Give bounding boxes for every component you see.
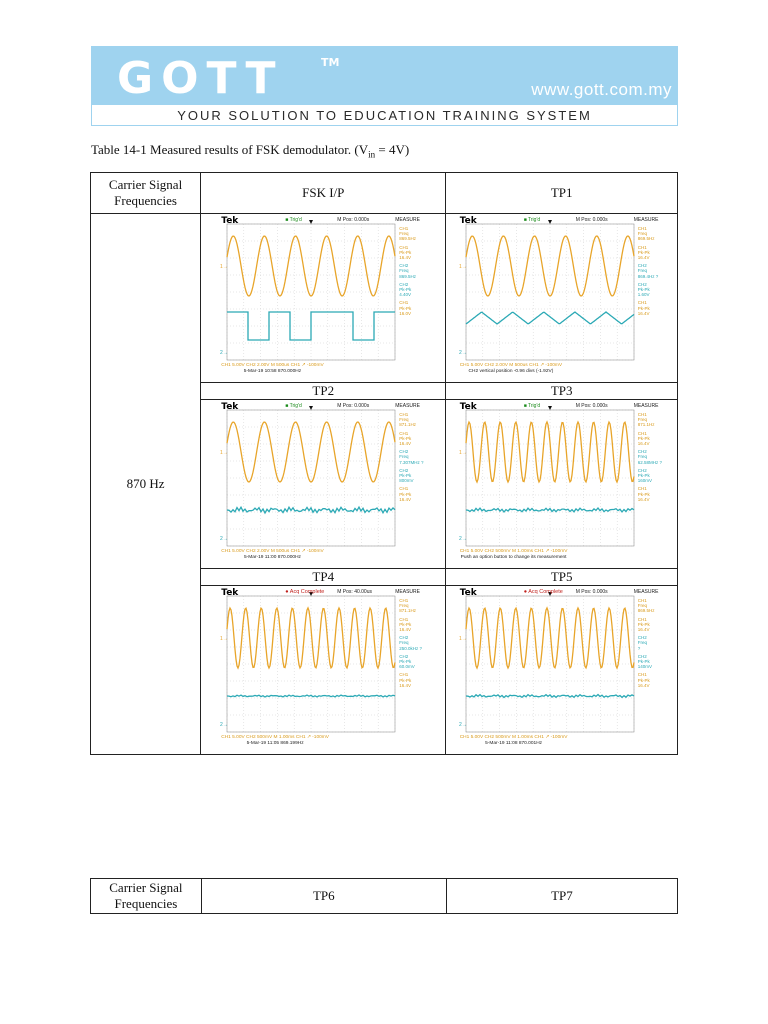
trigger-position-marker: [548, 406, 552, 410]
measurement-line: Pk-Pk: [637, 249, 650, 255]
scope-status-line: 5-Mar-19 11:05 869.199Hz: [246, 741, 304, 746]
scope-status-line: 5-Mar-19 10:58 870.000Hz: [243, 369, 302, 374]
measurement-line: CH1: [399, 616, 409, 622]
ch1-marker: 1→: [220, 636, 229, 642]
measurement-line: 60.0mV: [399, 664, 415, 670]
ch2-marker: 2→: [458, 722, 467, 728]
channel-settings: CH1 5.00V CH2 500mV M 1.00ms CH1 ↗ -100mV: [459, 549, 568, 554]
measurement-item: [399, 672, 427, 688]
measurement-line: 16.4V: [399, 496, 412, 502]
measurement-item: [399, 654, 427, 670]
scope-tp3: [458, 402, 666, 567]
measurement-line: Pk-Pk: [637, 305, 650, 311]
measurement-item: [399, 412, 427, 428]
scope-status-line: 5-Mar-19 11:00 870.000Hz: [243, 555, 301, 560]
measurement-panel: [638, 226, 666, 319]
ch1-marker: 1→: [458, 636, 467, 642]
measurement-line: Freq: [637, 417, 647, 423]
ch2-marker: 2→: [458, 350, 467, 356]
scope-cell-fsk: [201, 214, 446, 383]
scope-status-bar: [460, 363, 562, 375]
measurement-line: 16.4V: [399, 255, 412, 261]
measurement-line: 16.4V: [637, 682, 650, 688]
measurement-line: CH1: [399, 430, 409, 436]
measurement-line: Pk-Pk: [399, 287, 412, 293]
measurement-line: Pk-Pk: [399, 491, 412, 497]
measurement-line: 4.40V: [399, 292, 412, 298]
measurement-line: CH2: [399, 653, 409, 659]
measurement-line: 16.4V: [637, 627, 650, 633]
caption-subscript: in: [368, 149, 376, 160]
measurement-line: 871.1Hz: [399, 608, 417, 614]
measurement-item: [399, 282, 427, 298]
table-header-row: [91, 173, 678, 214]
measurement-line: 16.0V: [399, 310, 412, 316]
ch2-marker: 2→: [220, 722, 229, 728]
tek-logo: Tek: [459, 216, 477, 226]
measurement-line: Pk-Pk: [637, 677, 650, 683]
scope-status-bar: [221, 735, 329, 747]
measurement-line: CH1: [399, 486, 409, 492]
measurement-item: [399, 300, 427, 316]
measurement-line: Freq: [399, 603, 409, 609]
measurement-line: CH1: [637, 412, 647, 417]
measurement-line: CH1: [399, 244, 409, 250]
measurement-item: [399, 468, 427, 484]
measurement-line: CH2: [637, 635, 647, 641]
measurement-line: CH1: [399, 598, 409, 603]
scope-cell-tp4: [201, 586, 446, 755]
horizontal-position: M Pos: 40.00us: [337, 589, 372, 595]
measurement-line: Pk-Pk: [637, 621, 650, 627]
scope-status-line: 5-Mar-19 11:08 870.001Hz: [485, 741, 543, 746]
channel-settings: CH1 5.00V CH2 2.00V M 500us CH1 ↗ -100mV: [459, 363, 563, 368]
trademark-mark: TM: [321, 56, 340, 69]
measure-menu-title: MEASURE: [633, 589, 659, 595]
horizontal-position: M Pos: 0.000s: [337, 217, 370, 223]
measurement-panel: [638, 598, 666, 691]
measurement-line: Freq: [399, 417, 409, 423]
label-tp2: TP2: [201, 383, 446, 400]
measurement-line: CH1: [637, 616, 647, 622]
measurement-line: Pk-Pk: [399, 249, 412, 255]
channel-settings: CH1 5.00V CH2 2.00V M 500us CH1 ↗ -100mV: [221, 363, 324, 368]
scope-status-bar: [460, 735, 568, 747]
scope-status-line: CH2 vertical position -0.96 divs (-1.92V): [468, 369, 554, 374]
tek-logo: Tek: [221, 402, 239, 412]
scope-tp5: [458, 588, 666, 753]
measurement-line: CH2: [637, 467, 647, 473]
measurement-line: Freq: [637, 640, 647, 646]
tek-logo: Tek: [459, 402, 477, 412]
measurement-item: [638, 245, 666, 261]
scope-display: [458, 402, 666, 567]
table-caption: [91, 142, 409, 160]
label-tp4: TP4: [201, 569, 446, 586]
measure-menu-title: MEASURE: [633, 403, 659, 409]
measurement-line: 1.60V: [637, 292, 650, 298]
channel-settings: CH1 5.00V CH2 500mV M 1.00ms CH1 ↗ -100mV: [459, 735, 568, 740]
scope-tp1: [458, 216, 666, 381]
measurement-line: CH2: [399, 635, 409, 641]
label-tp3: TP3: [446, 383, 678, 400]
trigger-status: ■ Trig'd: [285, 403, 302, 409]
measurement-item: [638, 263, 666, 279]
scope-tp2: [219, 402, 427, 567]
measurement-item: [399, 245, 427, 261]
measurement-item: [399, 431, 427, 447]
tek-logo: Tek: [459, 588, 477, 598]
header-tp1: TP1: [446, 173, 678, 214]
banner-tagline: YOUR SOLUTION TO EDUCATION TRAINING SYSTEM: [91, 104, 678, 126]
measure-menu-title: MEASURE: [395, 589, 420, 595]
measurement-line: CH2: [637, 449, 647, 455]
measurement-item: [399, 635, 427, 651]
measurement-line: CH1: [399, 412, 409, 417]
measurement-line: Pk-Pk: [399, 305, 412, 311]
results-table-2: [90, 878, 678, 914]
measurement-line: CH2: [399, 281, 409, 287]
measurement-item: [399, 598, 427, 614]
scope-status-bar: [221, 549, 323, 561]
measurement-line: CH1: [399, 300, 409, 306]
trigger-status: ■ Trig'd: [523, 217, 541, 223]
measurement-line: 16.4V: [637, 310, 650, 316]
scope-fsk: [219, 216, 427, 381]
results-table: [90, 172, 678, 755]
scope-status-bar: [460, 549, 568, 561]
header-tp7: TP7: [446, 879, 677, 914]
label-tp5: TP5: [446, 569, 678, 586]
measurement-line: Freq: [637, 603, 647, 609]
header-carrier-frequencies-2: Carrier Signal Frequencies: [91, 879, 202, 914]
ch1-marker: 1→: [220, 264, 229, 270]
measurement-line: Pk-Pk: [399, 659, 412, 665]
measurement-item: [638, 282, 666, 298]
trigger-status: ■ Trig'd: [285, 217, 302, 223]
channel-settings: CH1 5.00V CH2 500mV M 1.00ms CH1 ↗ -100mV: [221, 735, 329, 740]
ch1-marker: 1→: [458, 450, 467, 456]
measurement-line: CH1: [637, 300, 647, 306]
measurement-item: [638, 412, 666, 428]
measurement-item: [638, 635, 666, 651]
measure-menu-title: MEASURE: [395, 403, 420, 409]
trigger-status: ■ Trig'd: [523, 403, 541, 409]
ch1-marker: 1→: [220, 450, 229, 456]
measurement-line: Pk-Pk: [637, 659, 650, 665]
measurement-line: 16.4V: [399, 627, 412, 633]
measurement-line: Pk-Pk: [637, 491, 650, 497]
measurement-line: Pk-Pk: [399, 473, 412, 479]
measurement-line: Freq: [399, 268, 409, 274]
scope-display: [219, 588, 427, 753]
banner-url: www.gott.com.my: [531, 80, 672, 99]
measurement-panel: [638, 412, 666, 505]
measurement-panel: [399, 226, 427, 319]
tek-logo: Tek: [221, 216, 239, 226]
header-tp6: TP6: [201, 879, 446, 914]
frequency-cell: 870 Hz: [91, 214, 201, 755]
table-row: [91, 214, 678, 383]
header-carrier-frequencies: Carrier Signal Frequencies: [91, 173, 201, 214]
trigger-position-marker: [548, 220, 552, 224]
measurement-line: 62.58MHz ?: [637, 459, 662, 465]
measurement-line: 800mV: [399, 478, 414, 484]
measurement-line: CH1: [637, 244, 647, 250]
scope-display: [219, 402, 427, 567]
measurement-line: ?: [637, 645, 641, 651]
ch1-marker: 1→: [458, 264, 467, 270]
scope-status-bar: [221, 363, 323, 375]
trigger-position-marker: [309, 220, 313, 224]
horizontal-position: M Pos: 0.000s: [337, 403, 370, 409]
measure-menu-title: MEASURE: [395, 217, 420, 223]
measurement-line: Freq: [637, 454, 647, 460]
measurement-item: [399, 449, 427, 465]
measurement-item: [638, 449, 666, 465]
measurement-item: [638, 486, 666, 502]
measurement-line: CH1: [637, 486, 647, 492]
measurement-item: [638, 468, 666, 484]
scope-cell-tp1: [446, 214, 678, 383]
measurement-line: Freq: [399, 231, 409, 237]
caption-suffix: = 4V): [375, 142, 410, 157]
measurement-line: CH1: [637, 430, 647, 436]
measurement-item: [638, 672, 666, 688]
measurement-line: 869.5Hz: [399, 236, 417, 242]
horizontal-position: M Pos: 0.000s: [575, 589, 608, 595]
acquisition-status: ● Acq Complete: [523, 589, 563, 595]
measurement-line: 869.5Hz: [637, 236, 655, 242]
measurement-line: 250.0kHz ?: [399, 645, 423, 651]
measurement-line: Pk-Pk: [637, 287, 650, 293]
measurement-line: Pk-Pk: [637, 435, 650, 441]
measurement-item: [638, 598, 666, 614]
trigger-position-marker: [309, 406, 313, 410]
measurement-line: CH1: [637, 226, 647, 231]
channel-settings: CH1 5.00V CH2 2.00V M 500us CH1 ↗ -100mV: [221, 549, 324, 554]
scope-cell-tp5: [446, 586, 678, 755]
measurement-item: [638, 654, 666, 670]
measure-menu-title: MEASURE: [633, 217, 659, 223]
ch2-trace: [227, 312, 395, 340]
measurement-line: Freq: [637, 268, 647, 274]
measurement-line: CH2: [399, 467, 409, 473]
measurement-line: 869.4Hz ?: [637, 273, 659, 279]
tek-logo: Tek: [221, 588, 239, 598]
measurement-item: [399, 617, 427, 633]
measurement-line: Pk-Pk: [637, 473, 650, 479]
measurement-line: 871.1Hz: [637, 422, 655, 428]
horizontal-position: M Pos: 0.000s: [575, 217, 608, 223]
measurement-line: Freq: [637, 231, 647, 237]
measurement-line: CH1: [637, 672, 647, 678]
measurement-item: [399, 263, 427, 279]
measurement-line: 871.1Hz: [399, 422, 417, 428]
acquisition-status: ● Acq Complete: [285, 589, 325, 595]
measurement-item: [638, 431, 666, 447]
scope-status-line: Push an option button to change its measurement: [460, 555, 567, 560]
measurement-item: [638, 617, 666, 633]
header-fsk-ip: FSK I/P: [201, 173, 446, 214]
measurement-line: Pk-Pk: [399, 621, 412, 627]
measurement-line: CH1: [399, 226, 409, 231]
horizontal-position: M Pos: 0.000s: [575, 403, 608, 409]
measurement-item: [638, 300, 666, 316]
measurement-line: 16.4V: [637, 441, 650, 447]
scope-display: [458, 588, 666, 753]
measurement-line: Freq: [399, 454, 409, 460]
measurement-line: CH1: [399, 672, 409, 678]
scope-cell-tp2: [201, 400, 446, 569]
measurement-line: Pk-Pk: [399, 435, 412, 441]
measurement-item: [399, 486, 427, 502]
measurement-line: CH2: [637, 653, 647, 659]
measurement-line: 869.5Hz: [637, 608, 655, 614]
measurement-line: 7.307MHz ?: [399, 459, 424, 465]
measurement-line: CH2: [399, 449, 409, 455]
measurement-line: 160mV: [637, 478, 652, 484]
caption-prefix: Table 14-1 Measured results of FSK demodulator. (V: [91, 142, 369, 157]
measurement-line: 16.4V: [399, 441, 412, 447]
measurement-line: CH1: [637, 598, 647, 603]
measurement-line: 869.5Hz: [399, 273, 417, 279]
ch2-marker: 2→: [220, 536, 229, 542]
gott-logo: GOTT: [117, 53, 284, 104]
scope-display: [458, 216, 666, 381]
measurement-line: 16.4V: [399, 682, 412, 688]
measurement-line: 16.4V: [637, 496, 650, 502]
ch2-marker: 2→: [220, 350, 229, 356]
measurement-item: [638, 226, 666, 242]
measurement-item: [399, 226, 427, 242]
gott-banner: [91, 46, 678, 126]
measurement-panel: [399, 598, 427, 691]
measurement-line: Freq: [399, 640, 409, 646]
measurement-line: CH2: [399, 263, 409, 269]
table-header-row: [91, 879, 678, 914]
ch2-marker: 2→: [458, 536, 467, 542]
measurement-line: Pk-Pk: [399, 677, 412, 683]
ch2-trace: [227, 695, 395, 697]
measurement-line: 140mV: [637, 664, 652, 670]
scope-tp4: [219, 588, 427, 753]
measurement-line: CH2: [637, 263, 647, 269]
measurement-panel: [399, 412, 427, 505]
measurement-line: CH2: [637, 281, 647, 287]
scope-cell-tp3: [446, 400, 678, 569]
measurement-line: 16.4V: [637, 255, 650, 261]
scope-display: [219, 216, 427, 381]
